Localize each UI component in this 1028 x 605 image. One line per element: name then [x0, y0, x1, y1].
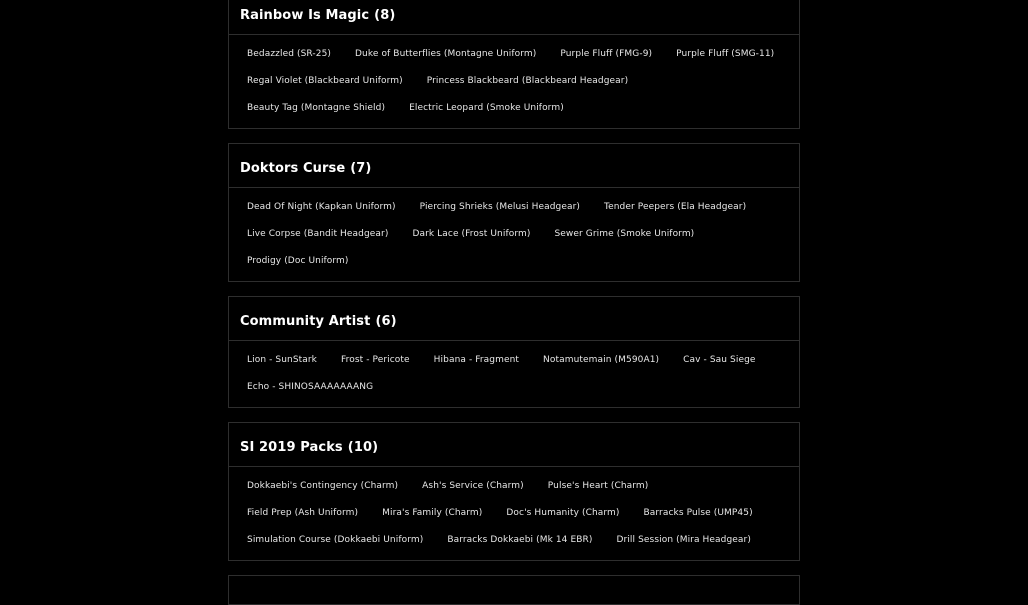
collection-item[interactable]: Simulation Course (Dokkaebi Uniform) — [247, 535, 424, 545]
collection-count: (8) — [374, 8, 396, 23]
collection-item[interactable]: Barracks Pulse (UMP45) — [643, 508, 753, 518]
collection-item[interactable]: Frost - Pericote — [340, 355, 410, 365]
collection-item[interactable]: Cav - Sau Siege — [683, 355, 756, 365]
collection-item[interactable]: Hibana - Fragment — [433, 355, 520, 365]
collection-count: (6) — [375, 314, 397, 329]
collection-item[interactable]: Barracks Dokkaebi (Mk 14 EBR) — [447, 535, 593, 545]
collection-item[interactable]: Notamutemain (M590A1) — [543, 355, 660, 365]
collection-items — [229, 188, 799, 281]
collection-item[interactable]: Princess Blackbeard (Blackbeard Headgear) — [426, 76, 629, 86]
collection-item[interactable]: Field Prep (Ash Uniform) — [247, 508, 359, 518]
collection-item[interactable]: Lion - SunStark — [247, 355, 317, 365]
collections-list — [228, 0, 800, 605]
collection-title: SI 2019 Packs — [240, 440, 343, 455]
collection-item[interactable]: Tender Peepers (Ela Headgear) — [604, 202, 747, 212]
collection-item[interactable]: Mira's Family (Charm) — [382, 508, 483, 518]
collection-item[interactable]: Drill Session (Mira Headgear) — [616, 535, 751, 545]
collection-item[interactable]: Duke of Butterflies (Montagne Uniform) — [355, 49, 537, 59]
collection-item[interactable]: Ash's Service (Charm) — [422, 481, 524, 491]
collection-panel-community-artist — [228, 296, 800, 408]
collection-item[interactable]: Prodigy (Doc Uniform) — [247, 256, 349, 266]
collection-panel-next — [228, 575, 800, 605]
collection-count: (10) — [347, 440, 379, 455]
collection-count: (7) — [350, 161, 372, 176]
collection-item[interactable]: Bedazzled (SR-25) — [247, 49, 332, 59]
collection-panel-rainbow-is-magic — [228, 0, 800, 129]
collection-item[interactable]: Dead Of Night (Kapkan Uniform) — [247, 202, 396, 212]
collection-header[interactable] — [229, 0, 799, 35]
collection-title: Rainbow Is Magic — [240, 8, 370, 23]
collection-item[interactable]: Dark Lace (Frost Uniform) — [412, 229, 531, 239]
collection-item[interactable]: Pulse's Heart (Charm) — [547, 481, 649, 491]
collection-item[interactable]: Dokkaebi's Contingency (Charm) — [247, 481, 399, 491]
collection-item[interactable]: Live Corpse (Bandit Headgear) — [247, 229, 389, 239]
collection-item[interactable]: Echo - SHINOSAAAAAAANG — [247, 382, 374, 392]
collection-item[interactable]: Sewer Grime (Smoke Uniform) — [554, 229, 695, 239]
collection-item[interactable]: Doc's Humanity (Charm) — [506, 508, 620, 518]
collection-items — [229, 467, 799, 560]
collection-panel-doktors-curse — [228, 143, 800, 282]
collection-title: Community Artist — [240, 314, 371, 329]
collection-items — [229, 35, 799, 128]
collection-panel-si-2019-packs — [228, 422, 800, 561]
collection-header[interactable] — [229, 297, 799, 341]
collection-header[interactable] — [229, 144, 799, 188]
collection-item[interactable]: Purple Fluff (SMG-11) — [676, 49, 775, 59]
collection-title: Doktors Curse — [240, 161, 346, 176]
collection-item[interactable]: Beauty Tag (Montagne Shield) — [247, 103, 386, 113]
collection-item[interactable]: Electric Leopard (Smoke Uniform) — [409, 103, 564, 113]
collection-header[interactable] — [229, 423, 799, 467]
collection-items — [229, 341, 799, 407]
collection-item[interactable]: Piercing Shrieks (Melusi Headgear) — [419, 202, 581, 212]
collection-item[interactable]: Regal Violet (Blackbeard Uniform) — [247, 76, 403, 86]
collection-item[interactable]: Purple Fluff (FMG-9) — [560, 49, 653, 59]
